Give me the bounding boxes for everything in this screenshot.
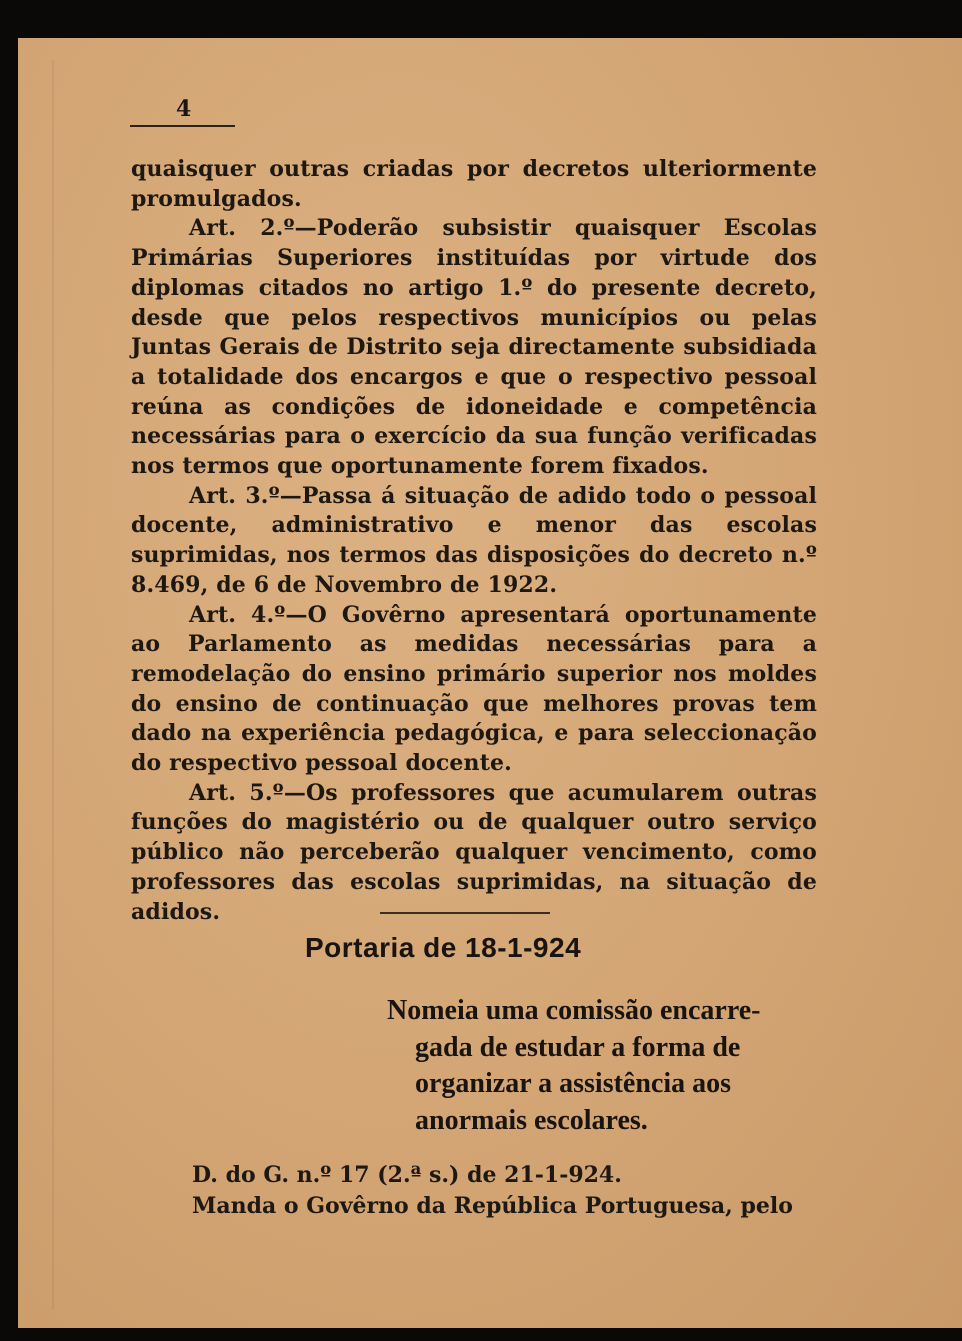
decree-text (131, 155, 817, 927)
portaria-heading: Portaria de 18-1-924 (305, 932, 582, 963)
gazette-reference: D. do G. n.º 17 (2.ª s.) de 21-1-924. (192, 1162, 622, 1188)
summary-line: gada de estudar a forma de (415, 1031, 741, 1063)
page-number: 4 (176, 96, 192, 122)
page-fold-mark (52, 60, 54, 1310)
paragraph-art-4: Art. 4.º—O Govêrno apresentará oportunamente ao Parlamento as medidas necessárias para a remodelação do ensino primário superior nos moldes do ensino de continuação que melhores provas tem dado na experiência pedagógica, e para seleccionação do respectivo pessoal docente. (131, 601, 817, 777)
scan-top-border (0, 0, 962, 38)
summary-line: Nomeia uma comissão encarre- (387, 995, 761, 1026)
paragraph-art-3: Art. 3.º—Passa á situação de adido todo o pessoal docente, administrativo e menor das escolas suprimidas, nos termos das disposições do decreto n.º 8.469, de 6 de Novembro de 1922. (131, 482, 817, 598)
summary-line: organizar a assistência aos (415, 1068, 732, 1099)
paragraph-art-2: Art. 2.º—Poderão subsistir quaisquer Escolas Primárias Superiores instituídas por virtude dos diplomas citados no artigo 1.º do presente decreto, desde que pelos respectivos municípios ou pelas Juntas Gerais de Distrito seja directamente subsidiada a totalidade dos encargos e que o respectivo pessoal reúna as condições de idoneidade e competência necessárias para o exercício da sua função verificadas nos termos que oportunamente forem fixados. (131, 215, 817, 480)
portaria-opening-line: Manda o Govêrno da República Portuguesa, pelo (192, 1193, 793, 1219)
section-separator (380, 912, 550, 914)
portaria-body (192, 1160, 822, 1222)
page-number-rule (130, 125, 235, 127)
paragraph-art-5: Art. 5.º—Os professores que acumularem outras funções do magistério ou de qualquer outro serviço público não perceberão qualquer vencimento, como professores das escolas suprimidas, na situação de adidos. (131, 779, 817, 925)
portaria-summary (387, 993, 817, 1139)
paragraph-continuation: quaisquer outras criadas por decretos ulteriormente promulgados. (131, 156, 817, 212)
summary-line: anormais escolares. (415, 1104, 648, 1136)
